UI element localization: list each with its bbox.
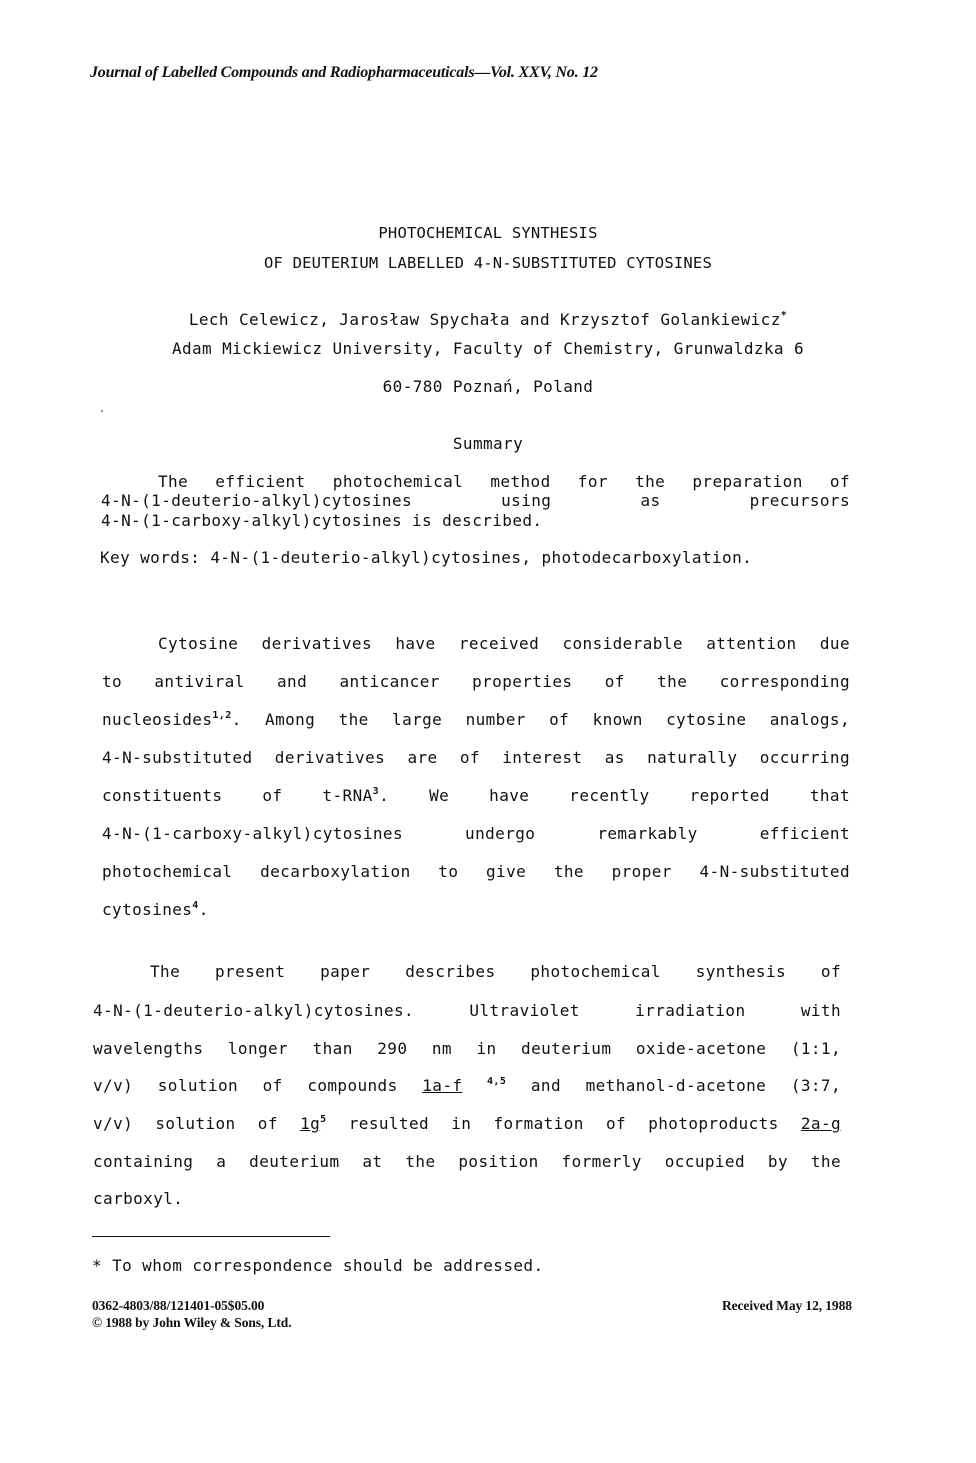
title-line-1: PHOTOCHEMICAL SYNTHESIS (378, 224, 598, 242)
p1-word-cytosines: cytosines (102, 900, 193, 919)
p1-period: . (198, 900, 209, 919)
p1-line-1: Cytosine derivatives have received considerable attention due (158, 634, 850, 653)
p1-line-3 (102, 710, 850, 729)
ref-4: 4 (192, 900, 199, 911)
author-line (0, 310, 976, 329)
p2-line-4 (93, 1076, 841, 1095)
article-code: 0362-4803/88/121401-05$05.00 (92, 1298, 265, 1313)
ref-3: 3 (372, 786, 380, 797)
p1-word-nucleosides: nucleosides (102, 710, 213, 729)
p1-line-5-rest: . We have recently reported that (379, 786, 850, 805)
p2-line-4-start: v/v) solution of compounds (93, 1076, 423, 1095)
ref-5: 5 (320, 1114, 327, 1125)
corresponding-asterisk: * (780, 310, 788, 321)
author-names: Lech Celewicz, Jarosław Spychała and Krzysztof Golankiewicz (188, 310, 781, 329)
footnote: * To whom correspondence should be addressed. (92, 1256, 544, 1275)
p2-line-5-middle: resulted in formation of photoproducts (326, 1114, 801, 1133)
journal-header: Journal of Labelled Compounds and Radiopharmaceuticals—Vol. XXV, No. 12 (90, 64, 598, 81)
p2-line-4-rest: and methanol-d-acetone (3:7, (506, 1076, 841, 1095)
p1-line-2: to antiviral and anticancer properties of the corresponding (102, 672, 850, 691)
summary-line-3: 4-N-(1-carboxy-alkyl)cytosines is described. (101, 511, 543, 530)
p2-line-3: wavelengths longer than 290 nm in deuterium oxide-acetone (1:1, (93, 1039, 841, 1058)
p1-line-4: 4-N-substituted derivatives are of interest as naturally occurring (102, 748, 850, 767)
p2-line-2: 4-N-(1-deuterio-alkyl)cytosines. Ultraviolet irradiation with (93, 1001, 841, 1020)
copyright: © 1988 by John Wiley & Sons, Ltd. (92, 1315, 292, 1330)
received-date: Received May 12, 1988 (722, 1298, 852, 1313)
ref-1-2: 1,2 (212, 710, 232, 721)
ref-4-5: 4,5 (487, 1076, 507, 1087)
affiliation: Adam Mickiewicz University, Faculty of Chemistry, Grunwaldzka 6 (171, 339, 805, 358)
p2-line-6: containing a deuterium at the position formerly occupied by the (93, 1152, 841, 1171)
p1-line-7: photochemical decarboxylation to give the proper 4-N-substituted (102, 862, 850, 881)
summary-heading: Summary (452, 434, 524, 453)
footnote-rule (92, 1236, 330, 1237)
keywords: Key words: 4-N-(1-deuterio-alkyl)cytosines, photodecarboxylation. (100, 548, 753, 567)
p1-line-5 (102, 786, 850, 805)
p1-word-constituents: constituents of t-RNA (102, 786, 373, 805)
p1-line-6: 4-N-(1-carboxy-alkyl)cytosines undergo remarkably efficient (102, 824, 850, 843)
p2-line-5 (93, 1114, 841, 1133)
summary-line-2: 4-N-(1-deuterio-alkyl)cytosines using as precursors (101, 491, 850, 510)
compound-1a-f: 1a-f (422, 1076, 463, 1095)
summary-line-1: The efficient photochemical method for the preparation of (158, 472, 850, 491)
p1-line-8 (102, 900, 209, 919)
p2-line-1: The present paper describes photochemical synthesis of (150, 962, 841, 981)
compound-1g: 1g (300, 1114, 321, 1133)
city: 60-780 Poznań, Poland (382, 377, 594, 396)
title-line-2: OF DEUTERIUM LABELLED 4-N-SUBSTITUTED CYTOSINES (264, 254, 712, 272)
p2-line-7: carboxyl. (93, 1189, 184, 1208)
speck-mark (101, 410, 103, 412)
p2-line-5-start: v/v) solution of (93, 1114, 301, 1133)
p1-line-3-rest: . Among the large number of known cytosine analogs, (231, 710, 850, 729)
compound-2a-g: 2a-g (800, 1114, 842, 1133)
